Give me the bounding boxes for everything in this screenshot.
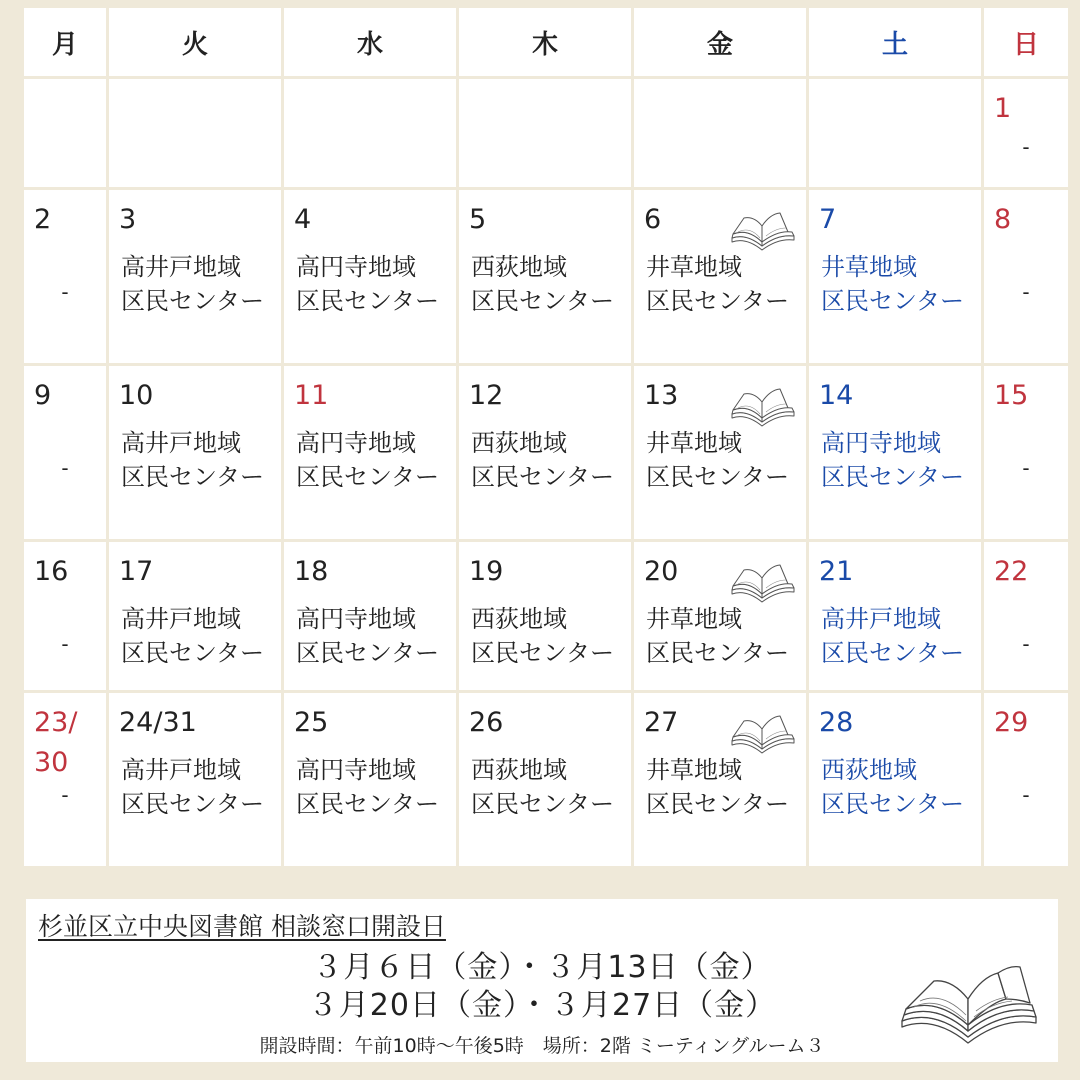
venue-line: 井草地域 bbox=[821, 253, 917, 281]
venue-line: 高円寺地域 bbox=[296, 429, 416, 457]
venue-label bbox=[296, 426, 439, 494]
no-session-dash: - bbox=[61, 632, 69, 656]
day-cell bbox=[284, 190, 456, 363]
no-session-dash: - bbox=[1022, 783, 1030, 807]
day-number: 20 bbox=[644, 556, 679, 587]
day-number: 18 bbox=[294, 556, 329, 587]
venue-line: 区民センター bbox=[646, 287, 790, 315]
day-cell bbox=[284, 366, 456, 539]
day-cell bbox=[109, 366, 281, 539]
no-session-dash: - bbox=[61, 456, 69, 480]
venue-label bbox=[121, 602, 264, 670]
venue-line: 区民センター bbox=[821, 790, 965, 818]
venue-line: 井草地域 bbox=[646, 605, 742, 633]
venue-line: 高井戸地域 bbox=[821, 605, 941, 633]
day-number: 14 bbox=[819, 380, 854, 411]
weekday-header: 金 bbox=[634, 8, 806, 76]
day-cell bbox=[459, 693, 631, 866]
venue-line: 高井戸地域 bbox=[121, 253, 241, 281]
day-cell bbox=[284, 693, 456, 866]
no-session-dash: - bbox=[1022, 135, 1030, 159]
venue-line: 区民センター bbox=[646, 463, 790, 491]
day-cell bbox=[459, 190, 631, 363]
day-cell bbox=[634, 693, 806, 866]
day-number: 25 bbox=[294, 707, 329, 738]
calendar-grid bbox=[24, 8, 1060, 864]
venue-label bbox=[646, 426, 789, 494]
day-cell bbox=[24, 190, 106, 363]
venue-line: 井草地域 bbox=[646, 253, 742, 281]
venue-label bbox=[471, 250, 614, 318]
venue-label bbox=[646, 602, 789, 670]
empty-day-cell bbox=[459, 79, 631, 187]
venue-line: 区民センター bbox=[296, 463, 440, 491]
day-number: 8 bbox=[994, 204, 1012, 235]
day-cell bbox=[634, 190, 806, 363]
day-number: 9 bbox=[34, 380, 52, 411]
venue-line: 区民センター bbox=[471, 790, 615, 818]
consultation-info-box bbox=[26, 899, 1058, 1062]
venue-label bbox=[121, 426, 264, 494]
dates-line-1: ３月６日（金）・３月13日（金） bbox=[312, 950, 772, 985]
day-number: 17 bbox=[119, 556, 154, 587]
day-number: 12 bbox=[469, 380, 504, 411]
venue-label bbox=[121, 250, 264, 318]
venue-label bbox=[646, 753, 789, 821]
day-number: 5 bbox=[469, 204, 487, 235]
venue-line: 区民センター bbox=[296, 287, 440, 315]
venue-label bbox=[821, 426, 964, 494]
day-cell bbox=[984, 693, 1068, 866]
venue-line: 区民センター bbox=[821, 463, 965, 491]
day-number: 13 bbox=[644, 380, 679, 411]
venue-line: 区民センター bbox=[821, 639, 965, 667]
day-cell bbox=[24, 366, 106, 539]
day-number: 3 bbox=[119, 204, 137, 235]
day-cell bbox=[459, 542, 631, 690]
hours-location-note: 開設時間：午前10時～午後5時 場所：2階 ミーティングルーム３ bbox=[259, 1035, 825, 1057]
day-number: 23/ 30 bbox=[34, 707, 78, 778]
venue-line: 区民センター bbox=[121, 639, 265, 667]
day-cell bbox=[984, 79, 1068, 187]
venue-label bbox=[646, 250, 789, 318]
day-number: 11 bbox=[294, 380, 329, 411]
venue-line: 高円寺地域 bbox=[821, 429, 941, 457]
day-number: 27 bbox=[644, 707, 679, 738]
no-session-dash: - bbox=[1022, 280, 1030, 304]
day-cell bbox=[634, 366, 806, 539]
venue-line: 区民センター bbox=[646, 639, 790, 667]
venue-line: 区民センター bbox=[296, 639, 440, 667]
venue-line: 井草地域 bbox=[646, 429, 742, 457]
venue-label bbox=[471, 602, 614, 670]
day-number: 1 bbox=[994, 93, 1012, 124]
venue-line: 高井戸地域 bbox=[121, 756, 241, 784]
day-cell bbox=[109, 693, 281, 866]
day-cell bbox=[984, 190, 1068, 363]
venue-line: 区民センター bbox=[471, 287, 615, 315]
empty-day-cell bbox=[284, 79, 456, 187]
day-cell bbox=[809, 190, 981, 363]
weekday-header: 月 bbox=[24, 8, 106, 76]
empty-day-cell bbox=[634, 79, 806, 187]
day-number: 26 bbox=[469, 707, 504, 738]
day-cell bbox=[809, 693, 981, 866]
venue-line: 高円寺地域 bbox=[296, 605, 416, 633]
venue-line: 区民センター bbox=[296, 790, 440, 818]
day-number: 16 bbox=[34, 556, 69, 587]
empty-day-cell bbox=[24, 79, 106, 187]
day-cell bbox=[284, 542, 456, 690]
venue-label bbox=[121, 753, 264, 821]
day-cell bbox=[984, 366, 1068, 539]
venue-line: 高円寺地域 bbox=[296, 756, 416, 784]
day-cell bbox=[459, 366, 631, 539]
venue-line: 西荻地域 bbox=[471, 756, 567, 784]
venue-label bbox=[296, 602, 439, 670]
venue-line: 西荻地域 bbox=[471, 253, 567, 281]
day-cell bbox=[24, 693, 106, 866]
day-number: 22 bbox=[994, 556, 1029, 587]
day-number: 2 bbox=[34, 204, 52, 235]
open-book-icon bbox=[728, 711, 798, 757]
day-cell bbox=[634, 542, 806, 690]
day-cell bbox=[109, 542, 281, 690]
empty-day-cell bbox=[109, 79, 281, 187]
day-number: 28 bbox=[819, 707, 854, 738]
venue-line: 西荻地域 bbox=[821, 756, 917, 784]
weekday-header: 火 bbox=[109, 8, 281, 76]
venue-label bbox=[471, 753, 614, 821]
day-number: 10 bbox=[119, 380, 154, 411]
day-cell bbox=[24, 542, 106, 690]
day-number: 4 bbox=[294, 204, 312, 235]
venue-line: 区民センター bbox=[646, 790, 790, 818]
no-session-dash: - bbox=[1022, 456, 1030, 480]
day-number: 24/31 bbox=[119, 707, 197, 738]
venue-line: 区民センター bbox=[821, 287, 965, 315]
weekday-header: 日 bbox=[984, 8, 1068, 76]
day-number: 29 bbox=[994, 707, 1029, 738]
day-cell bbox=[809, 542, 981, 690]
venue-line: 西荻地域 bbox=[471, 605, 567, 633]
venue-label bbox=[471, 426, 614, 494]
day-number: 21 bbox=[819, 556, 854, 587]
venue-line: 西荻地域 bbox=[471, 429, 567, 457]
venue-line: 区民センター bbox=[121, 790, 265, 818]
weekday-header: 水 bbox=[284, 8, 456, 76]
venue-line: 高円寺地域 bbox=[296, 253, 416, 281]
venue-label bbox=[821, 602, 964, 670]
open-book-icon bbox=[894, 959, 1044, 1059]
day-cell bbox=[109, 190, 281, 363]
venue-line: 高井戸地域 bbox=[121, 605, 241, 633]
venue-label bbox=[821, 250, 964, 318]
day-cell bbox=[809, 366, 981, 539]
weekday-header: 土 bbox=[809, 8, 981, 76]
empty-day-cell bbox=[809, 79, 981, 187]
day-cell bbox=[984, 542, 1068, 690]
weekday-header: 木 bbox=[459, 8, 631, 76]
venue-label bbox=[296, 753, 439, 821]
consultation-title: 杉並区立中央図書館 相談窓口開設日 bbox=[38, 912, 446, 941]
day-number: 7 bbox=[819, 204, 837, 235]
dates-line-2: ３月20日（金）・３月27日（金） bbox=[307, 988, 777, 1023]
venue-line: 区民センター bbox=[471, 639, 615, 667]
venue-label bbox=[821, 753, 964, 821]
open-book-icon bbox=[728, 560, 798, 606]
venue-line: 区民センター bbox=[471, 463, 615, 491]
no-session-dash: - bbox=[61, 280, 69, 304]
day-number: 19 bbox=[469, 556, 504, 587]
venue-line: 区民センター bbox=[121, 287, 265, 315]
venue-line: 区民センター bbox=[121, 463, 265, 491]
venue-line: 井草地域 bbox=[646, 756, 742, 784]
open-book-icon bbox=[728, 384, 798, 430]
day-number: 15 bbox=[994, 380, 1029, 411]
no-session-dash: - bbox=[61, 783, 69, 807]
day-number: 6 bbox=[644, 204, 662, 235]
venue-line: 高井戸地域 bbox=[121, 429, 241, 457]
no-session-dash: - bbox=[1022, 632, 1030, 656]
venue-label bbox=[296, 250, 439, 318]
open-book-icon bbox=[728, 208, 798, 254]
